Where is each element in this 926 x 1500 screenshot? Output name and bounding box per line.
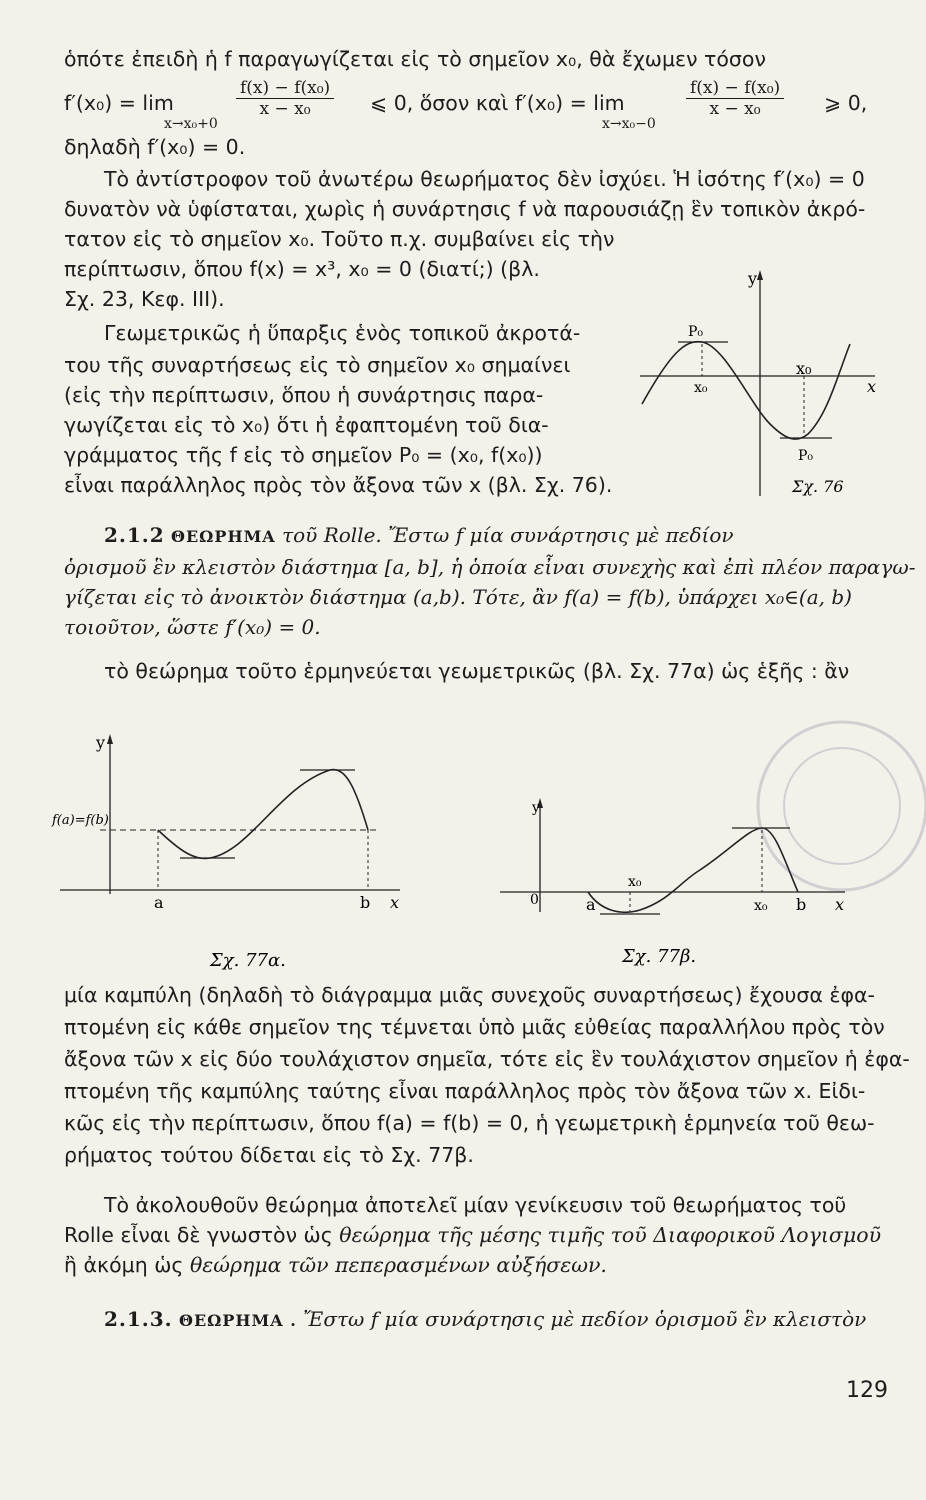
text-line-21: κῶς εἰς τὴν περίπτωσιν, ὅπου f(a) = f(b) = 0, ἡ γεωμετρικὴ ἑρμηνεία τοῦ θεω- (64, 1111, 875, 1135)
fig77b-y-label: y (532, 800, 540, 816)
fig77b-x-label: x (835, 895, 845, 914)
fig76-caption: Σχ. 76 (792, 477, 844, 496)
fig76-y-arrow (757, 270, 763, 280)
fig77a-caption: Σχ. 77α. (210, 950, 286, 971)
text-line-23: Τὸ ἀκολουθοῦν θεώρημα ἀποτελεῖ μίαν γενίκευσιν τοῦ θεωρήματος τοῦ (104, 1193, 847, 1217)
text-line-11: του τῆς συναρτήσεως εἰς τὸ σημεῖον x₀ σημαίνει (64, 353, 571, 377)
limit-right-text: ⩾ 0, (824, 91, 868, 115)
limit-left-subscript: x→x₀+0 (164, 116, 218, 132)
fraction-left (236, 78, 334, 119)
theorem-213-number: 2.1.3. (104, 1307, 173, 1331)
theorem-212-name: Rolle. (323, 523, 382, 547)
fig77a-a-label: a (154, 893, 164, 912)
fig77b-a-label: a (586, 895, 596, 914)
fig77b-x0-top: x₀ (628, 874, 642, 890)
theorem-212-line-2: ὁρισμοῦ ἓν κλειστὸν διάστημα [a, b], ἡ ὁποία εἶναι συνεχὴς καὶ ἐπὶ πλέον παραγω- (64, 555, 916, 579)
text-line-interpretation: τὸ θεώρημα τοῦτο ἑρμηνεύεται γεωμετρικῶς (βλ. Σχ. 77α) ὡς ἑξῆς : ἂν (104, 659, 850, 683)
limit-middle-text: ⩽ 0, ὅσον καὶ f′(x₀) = lim (370, 91, 625, 115)
fig76-x0-right: x₀ (796, 359, 812, 378)
library-stamp-icon (752, 716, 926, 896)
fraction-left-denominator: x − x₀ (259, 99, 311, 119)
text-line-geometric: Γεωμετρικῶς ἡ ὕπαρξις ἑνὸς τοπικοῦ ἀκροτά- (104, 321, 581, 345)
limit-left-label: f′(x₀) = lim (64, 91, 174, 115)
theorem-212-line-3: γίζεται εἰς τὸ ἀνοικτὸν διάστημα (a,b). Τότε, ἂν f(a) = f(b), ὑπάρχει x₀∈(a, b) (64, 585, 852, 609)
text-line-25-start: ἢ ἀκόμη ὡς (64, 1253, 184, 1277)
theorem-212-line-1 (104, 520, 894, 552)
fig77a-y-arrow (107, 734, 113, 744)
text-line-12: (εἰς τὴν περίπτωσιν, ὅπου ἡ συνάρτησις παρα- (64, 383, 544, 407)
text-line-17: μία καμπύλη (δηλαδὴ τὸ διάγραμμα μιᾶς συνεχοῦς συναρτήσεως) ἔχουσα ἐφα- (64, 983, 875, 1007)
text-line-20: πτομένη τῆς καμπύλης ταύτης εἶναι παράλληλος πρὸς τὸν ἄξονα τῶν x. Εἰδι- (64, 1079, 866, 1103)
limit-right-subscript: x→x₀−0 (602, 116, 656, 132)
fig76-y-label: y (748, 269, 758, 288)
fig77a-b-label: b (360, 893, 371, 912)
theorem-212-text-1: Ἔστω f μία συνάρτησις μὲ πεδίον (388, 523, 734, 547)
fraction-right-numerator: f(x) − f(x₀) (686, 78, 784, 99)
finite-increments-phrase: θεώρημα τῶν πεπερασμένων αὐξήσεων. (189, 1253, 607, 1277)
page-number: 129 (846, 1378, 888, 1403)
text-line-6: δυνατὸν νὰ ὑφίσταται, χωρὶς ἡ συνάρτησις f νὰ παρουσιάζῃ ἓν τοπικὸν ἀκρό- (64, 197, 866, 221)
fraction-right (686, 78, 784, 119)
text-line-8: περίπτωσιν, ὅπου f(x) = x³, x₀ = 0 (διατί;) (βλ. (64, 257, 540, 281)
text-line-22: ρήματος τούτου δίδεται εἰς τὸ Σχ. 77β. (64, 1143, 474, 1167)
fig76-p0-top: P₀ (688, 324, 704, 340)
text-line-converse: Τὸ ἀντίστροφον τοῦ ἀνωτέρω θεωρήματος δὲν ἰσχύει. Ἡ ἰσότης f′(x₀) = 0 (104, 167, 865, 191)
fraction-right-denominator: x − x₀ (709, 99, 761, 119)
text-line-9: Σχ. 23, Κεφ. III). (64, 287, 225, 311)
figure-76 (630, 264, 890, 504)
fig77b-x0-axis: x₀ (754, 898, 768, 914)
fig77b-caption: Σχ. 77β. (622, 946, 697, 967)
text-line-1: ὁπότε ἐπειδὴ ἡ f παραγωγίζεται εἰς τὸ σημεῖον x₀, θὰ ἔχωμεν τόσον (64, 47, 766, 71)
fig77a-x-label: x (390, 893, 400, 912)
text-line-25 (64, 1250, 864, 1280)
fig76-p0-bottom: P₀ (798, 448, 814, 464)
text-line-dilady: δηλαδὴ f′(x₀) = 0. (64, 135, 246, 159)
fig77a-fa-fb: f(a)=f(b) (52, 813, 109, 828)
text-line-14: γράμματος τῆς f εἰς τὸ σημεῖον P₀ = (x₀, f(x₀)) (64, 443, 543, 467)
fig77a-curve (158, 770, 368, 859)
fig77b-b-label: b (796, 895, 807, 914)
fraction-left-numerator: f(x) − f(x₀) (236, 78, 334, 99)
fig77a-y-label: y (96, 733, 106, 752)
figure-77a (50, 726, 430, 986)
text-line-19: ἄξονα τῶν x εἰς δύο τουλάχιστον σημεῖα, τότε εἰς ἓν τουλάχιστον σημεῖον ἡ ἐφα- (64, 1047, 910, 1071)
theorem-213-text: Ἔστω f μία συνάρτησις μὲ πεδίον ὁρισμοῦ ἓν κλειστὸν (303, 1307, 867, 1331)
fig76-x0-left: x₀ (694, 380, 708, 396)
fig76-curve (642, 342, 850, 439)
theorem-212-line-4: τοιοῦτον, ὥστε f′(x₀) = 0. (64, 615, 321, 639)
fig77b-zero-label: 0 (530, 892, 539, 908)
theorem-212-of: τοῦ (282, 523, 318, 547)
text-line-24 (64, 1220, 882, 1250)
fig76-x-label: x (867, 377, 877, 396)
theorem-213-title: ΘΕΩΡΗΜΑ . (179, 1311, 297, 1330)
text-line-24-start: Rolle εἶναι δὲ γνωστὸν ὡς (64, 1223, 333, 1247)
text-line-7: τατον εἰς τὸ σημεῖον x₀. Τοῦτο π.χ. συμβαίνει εἰς τὴν (64, 227, 615, 251)
text-line-18: πτομένη εἰς κάθε σημεῖον της τέμνεται ὑπὸ μιᾶς εὐθείας παραλλήλου πρὸς τὸν (64, 1015, 885, 1039)
theorem-212-number: 2.1.2 (104, 523, 165, 547)
theorem-213-line (104, 1304, 894, 1336)
text-line-15: εἶναι παράλληλος πρὸς τὸν ἄξονα τῶν x (βλ. Σχ. 76). (64, 473, 613, 497)
text-line-13: γωγίζεται εἰς τὸ x₀) ὅτι ἡ ἐφαπτομένη τοῦ δια- (64, 413, 549, 437)
mean-value-theorem-phrase: θεώρημα τῆς μέσης τιμῆς τοῦ Διαφορικοῦ Λογισμοῦ (339, 1223, 882, 1247)
theorem-212-title: ΘΕΩΡΗΜΑ (171, 527, 276, 546)
